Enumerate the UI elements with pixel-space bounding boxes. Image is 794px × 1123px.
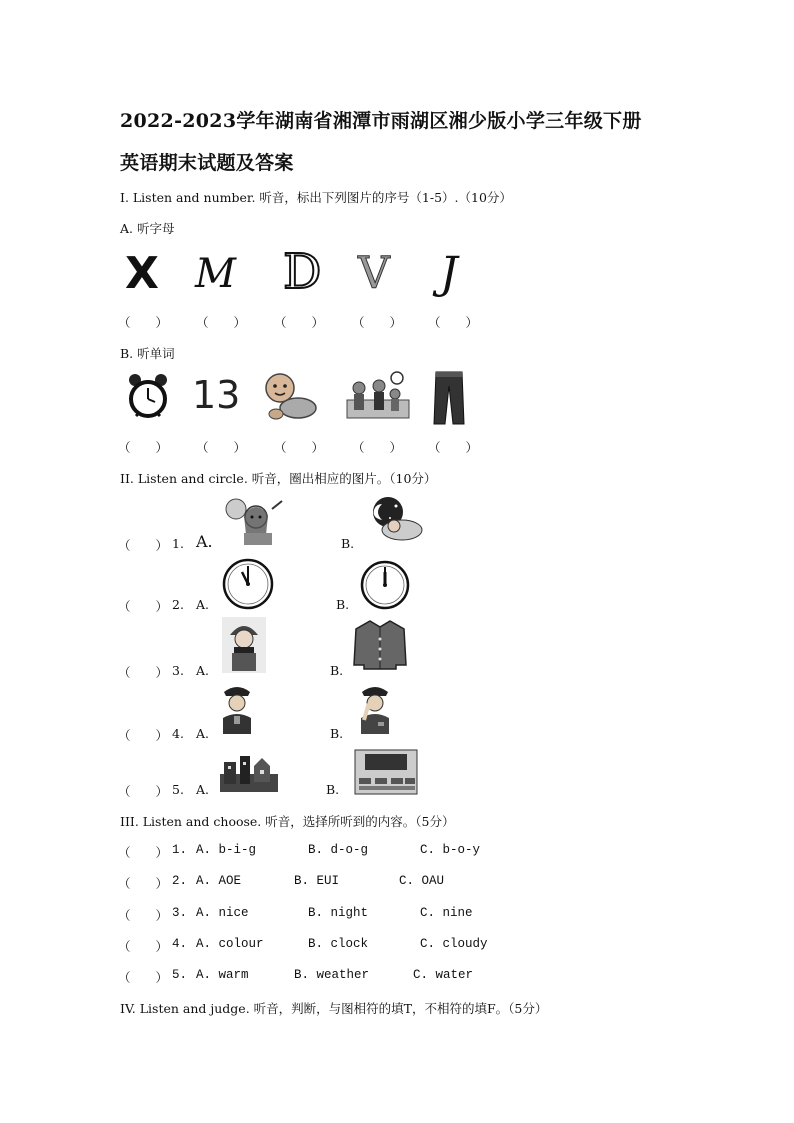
choose-item-3-blank[interactable]: （ ）: [118, 908, 169, 923]
choose-item-1-option-a[interactable]: A. b-i-g: [196, 843, 257, 857]
page-title-line2: 英语期末试题及答案: [120, 152, 294, 174]
classroom-icon: [355, 750, 417, 794]
family-scene-icon: [345, 370, 411, 422]
choose-item-2-number: 2.: [172, 874, 188, 888]
choose-item-4-option-c[interactable]: C. cloudy: [420, 937, 488, 951]
police-officer-salute-icon: [358, 682, 392, 734]
circle-item-4-option-a[interactable]: A.: [196, 726, 210, 741]
choose-item-1-option-c[interactable]: C. b-o-y: [420, 843, 481, 857]
part-b-blank-1[interactable]: （ ）: [118, 440, 169, 455]
part-b-blank-4[interactable]: （ ）: [352, 440, 403, 455]
circle-item-5-option-a[interactable]: A.: [196, 782, 210, 797]
circle-item-2-option-a[interactable]: A.: [196, 597, 210, 612]
part-a-blank-5[interactable]: （ ）: [428, 315, 479, 330]
part-a-blank-4[interactable]: （ ）: [352, 315, 403, 330]
choose-item-5-option-a[interactable]: A. warm: [196, 968, 249, 982]
part-a-blank-3[interactable]: （ ）: [274, 315, 325, 330]
alarm-clock-icon: [126, 372, 170, 420]
letter-x-picture: X: [125, 248, 159, 299]
part-b-blank-5[interactable]: （ ）: [428, 440, 479, 455]
circle-item-1-option-a[interactable]: A.: [196, 532, 213, 551]
circle-item-1-option-b[interactable]: B.: [341, 536, 355, 551]
circle-item-2-number: 2.: [172, 597, 184, 612]
choose-item-5-option-c[interactable]: C. water: [413, 968, 474, 982]
letter-j-picture: J: [440, 248, 458, 299]
choose-item-4-option-a[interactable]: A. colour: [196, 937, 264, 951]
choose-item-2-option-b[interactable]: B. EUI: [294, 874, 340, 888]
choose-item-3-option-c[interactable]: C. nine: [420, 906, 473, 920]
choose-item-5-blank[interactable]: （ ）: [118, 970, 169, 985]
choose-item-5-number: 5.: [172, 968, 188, 982]
section-4-heading: IV. Listen and judge. 听音，判断，与图相符的填T，不相符的填F。（5分）: [120, 1001, 548, 1016]
part-b-blank-2[interactable]: （ ）: [196, 440, 247, 455]
coat-icon: [352, 619, 408, 671]
night-sleep-icon: [368, 496, 424, 544]
circle-item-4-number: 4.: [172, 726, 184, 741]
choose-item-5-option-b[interactable]: B. weather: [294, 968, 370, 982]
baby-icon: [262, 372, 318, 422]
police-officer-icon: [220, 682, 254, 734]
part-b-blank-3[interactable]: （ ）: [274, 440, 325, 455]
part-a-blank-1[interactable]: （ ）: [118, 315, 169, 330]
circle-item-5-number: 5.: [172, 782, 184, 797]
girl-morning-icon: [222, 495, 286, 547]
choose-item-3-number: 3.: [172, 906, 188, 920]
choose-item-1-blank[interactable]: （ ）: [118, 845, 169, 860]
choose-item-2-blank[interactable]: （ ）: [118, 876, 169, 891]
choose-item-1-number: 1.: [172, 843, 188, 857]
letter-d-picture: D: [283, 244, 322, 300]
choose-item-3-option-a[interactable]: A. nice: [196, 906, 249, 920]
circle-item-2-blank[interactable]: （ ）: [118, 599, 169, 614]
circle-item-1-number: 1.: [172, 536, 184, 551]
winter-child-icon: [222, 617, 266, 673]
circle-item-5-option-b[interactable]: B.: [326, 782, 340, 797]
town-buildings-icon: [220, 752, 278, 792]
part-a-label: A. 听字母: [120, 221, 175, 236]
section-3-heading: III. Listen and choose. 听音，选择所听到的内容。（5分）: [120, 814, 455, 829]
choose-item-1-option-b[interactable]: B. d-o-g: [308, 843, 369, 857]
page-title-line1: 2022-2023学年湖南省湘潭市雨湖区湘少版小学三年级下册: [120, 110, 642, 132]
circle-item-3-blank[interactable]: （ ）: [118, 665, 169, 680]
circle-item-3-option-b[interactable]: B.: [330, 663, 344, 678]
choose-item-4-blank[interactable]: （ ）: [118, 939, 169, 954]
part-a-blank-2[interactable]: （ ）: [196, 315, 247, 330]
choose-item-3-option-b[interactable]: B. night: [308, 906, 369, 920]
circle-item-5-blank[interactable]: （ ）: [118, 784, 169, 799]
section-2-heading: II. Listen and circle. 听音，圈出相应的图片。（10分）: [120, 471, 437, 486]
circle-item-4-blank[interactable]: （ ）: [118, 728, 169, 743]
letter-m-picture: M: [195, 251, 236, 297]
part-b-label: B. 听单词: [120, 346, 175, 361]
choose-item-2-option-a[interactable]: A. AOE: [196, 874, 242, 888]
clock-twelve-icon: [360, 560, 410, 610]
number-13-picture: 13: [192, 373, 241, 417]
circle-item-3-number: 3.: [172, 663, 184, 678]
circle-item-3-option-a[interactable]: A.: [196, 663, 210, 678]
circle-item-2-option-b[interactable]: B.: [336, 597, 350, 612]
letter-v-picture: V: [358, 248, 390, 299]
circle-item-1-blank[interactable]: （ ）: [118, 538, 169, 553]
choose-item-2-option-c[interactable]: C. OAU: [399, 874, 445, 888]
trousers-icon: [432, 370, 466, 426]
clock-eleven-icon: [222, 558, 274, 610]
choose-item-4-option-b[interactable]: B. clock: [308, 937, 369, 951]
section-1-heading: I. Listen and number. 听音，标出下列图片的序号（1-5）.（10分）: [120, 190, 512, 205]
circle-item-4-option-b[interactable]: B.: [330, 726, 344, 741]
choose-item-4-number: 4.: [172, 937, 188, 951]
